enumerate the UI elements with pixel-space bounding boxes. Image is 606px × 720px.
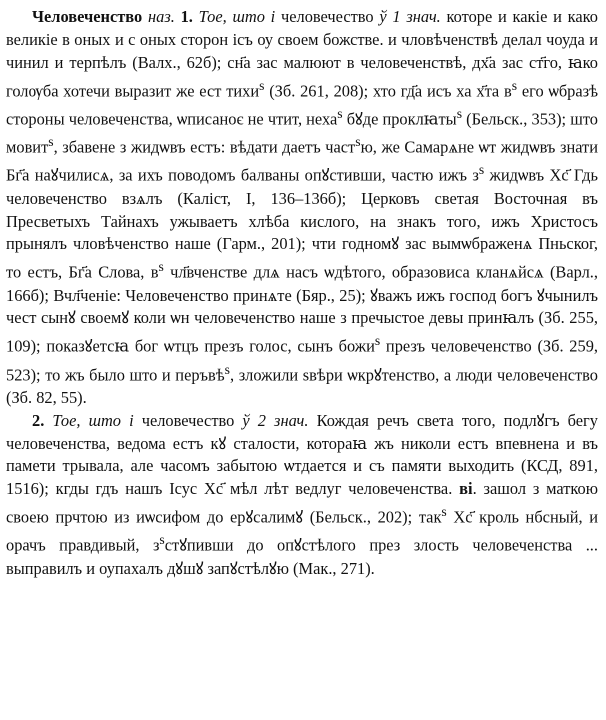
superscript-s: s xyxy=(159,532,165,548)
sense-2-definition: Тое, што і xyxy=(52,410,134,430)
superscript-s: s xyxy=(374,333,381,349)
sense-1-reference-word: человечество xyxy=(281,7,374,26)
sense-1-text: , збавене з жидѡвъ естъ: вѣдати даетъ част xyxy=(53,137,356,157)
sense-1-text: (Бельск., 353); што мовит xyxy=(6,109,598,157)
dictionary-entry xyxy=(6,6,598,581)
sense-2-text: Хс҃ кроль нбсный, и орачъ правдивый, з xyxy=(6,507,598,555)
sense-1-text: бꙋде проклꙗты xyxy=(342,109,457,129)
sense-2-text: Кождая речъ света того, подлꙋгъ бегу человеченства, ведома естъ кꙋ сталости, котораꙗ жъ николи естъ впевнена и въ памети трывала, але часомъ забытою ѡтдается и съ памяти выходить (КСД, 891, 1516); кгды гдъ нашъ Ісус Хс҃ мѣл лѣт ведлуг человеченства. xyxy=(6,410,598,499)
superscript-s: s xyxy=(456,105,463,121)
superscript-s: s xyxy=(337,105,343,121)
sense-1-paragraph xyxy=(6,6,598,410)
sense-1-text: х҃та в xyxy=(476,81,512,100)
sense-2-number: 2. xyxy=(32,410,45,430)
sense-2-text: стꙋпивши до опꙋстѣлого през злость человеченства ... выправилъ и оупахалъ дꙋшꙋ запꙋстѣлꙋю (Мак., 271). xyxy=(6,535,598,578)
superscript-s: s xyxy=(355,134,361,150)
sense-2-text: . зашол з маткою своею прчтою из иѡсифом до ерꙋсалимꙋ (Бельск., 202); так xyxy=(6,479,598,527)
superscript-s: s xyxy=(441,504,447,520)
sense-1-reference-sense: ў 1 знач. xyxy=(379,7,441,26)
sense-1-text: , зложили ѕвѣри ѡкрꙋтенство, а люди человеченство (Зб. 82, 55). xyxy=(6,365,598,407)
sense-1-text: котоpe и какіе и како великіе в оных и с оных сторон ісъ оу своем божстве. и чловѣченствѣ делал чоуда и чинил и терпѣлъ (Валх., 62б); сн҃а зас малюют в человеченствѣ, дх҃а зас ст҃го, ꙗко голѹба хотечи выразит же ест тихи xyxy=(6,7,598,100)
headword: Человеченство xyxy=(32,7,143,26)
sense-1-text: чл҃вченстве длѧ насъ ѡдѣтого, образовиса кланѧйсѧ (Варл., 166б); Вчл҃ченіе: Человеченство принѧте (Бяр., 25); ꙋважъ ижъ господ богъ ꙋчынилъ чест сынꙋ своемꙋ коли ѡн человеченство наше з пречыстое девы принꙗлъ (Зб. 255, 109); показꙋетсꙗ бог ѡтцъ презъ голос, сынъ божи xyxy=(6,262,598,356)
superscript-s: s xyxy=(158,259,164,275)
sense-2-reference-word: человечество xyxy=(141,410,235,430)
superscript-s: s xyxy=(478,162,485,178)
superscript-s: s xyxy=(224,361,230,377)
sense-1-text: его ѡбразѣ стороны человеченства, ѡписаноє не чтит, неха xyxy=(6,81,599,129)
superscript-s: s xyxy=(511,77,518,93)
bold-numeral: ві xyxy=(459,479,473,499)
sense-1-text: жидѡвъ Хс҃ Гдь человеченство взѧлъ (Каліст, І, 136–136б); Церковъ светая Восточная въ Пресветыхъ Тайнахъ ужываетъ хлѣба кислого, на знакъ того, ижъ Христосъ прынялъ чловѣченство наше (Гарм., 201); чти годномꙋ зас вымѡбраженѧ Пньског, то естъ, Бг҃а Слова, в xyxy=(6,165,598,282)
sense-1-number: 1. xyxy=(180,7,193,26)
sense-1-text: ю, же Самарѧне ѡт жидѡвъ знати Бг҃а наꙋчилисѧ, за ихъ поводомъ балваны опꙋстивши, частю ижъ з xyxy=(6,137,598,185)
sense-1-text: презъ человеченство (Зб. 259, 523); то жъ было што и перъвѣ xyxy=(6,336,598,385)
sense-1-text: (Зб. 261, 208); хто гд҃а исъ ха xyxy=(264,81,472,100)
superscript-s: s xyxy=(259,77,265,93)
part-of-speech: наз. xyxy=(148,7,175,26)
sense-1-definition: Тое, што і xyxy=(198,7,276,26)
sense-2-reference-sense: ў 2 знач. xyxy=(242,410,309,430)
superscript-s: s xyxy=(48,134,54,150)
sense-2-paragraph xyxy=(6,410,598,581)
